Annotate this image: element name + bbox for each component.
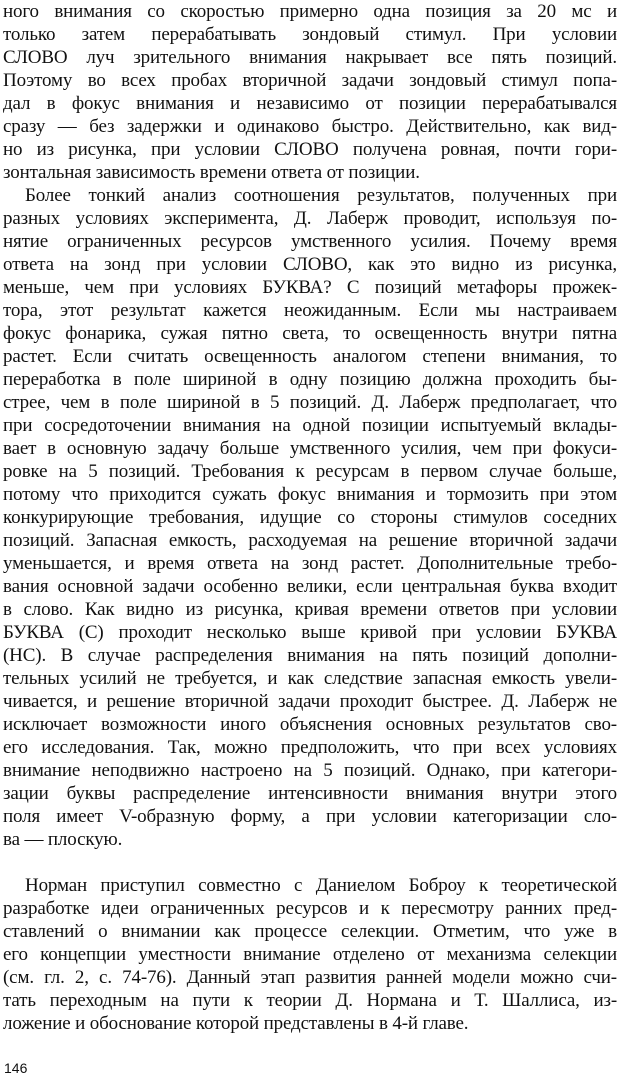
text-line: Более тонкий анализ соотношения результатов, полученных при xyxy=(25,185,617,206)
paragraph-1 xyxy=(3,0,617,184)
text-line: тора, этот результат кажется неожиданным. Если мы настраиваем xyxy=(3,300,617,321)
text-line: нятие ограниченных ресурсов умственного усилия. Почему время xyxy=(3,231,617,252)
text-line: тельных усилий не требуется, и как следствие запасная емкость увели- xyxy=(3,668,617,689)
text-line: но из рисунка, при условии СЛОВО получена ровная, почти гори- xyxy=(3,139,617,160)
text-line: вает в основную задачу больше умственного усилия, чем при фокуси- xyxy=(3,438,617,459)
text-line: его исследования. Так, можно предположить, что при всех условиях xyxy=(3,737,617,758)
text-line: в слово. Как видно из рисунка, кривая времени ответов при условии xyxy=(3,599,617,620)
paragraph-2 xyxy=(3,184,617,851)
text-line: ва — плоскую. xyxy=(3,829,123,850)
paragraph-3 xyxy=(3,874,617,1035)
text-line: (см. гл. 2, с. 74-76). Данный этап развития ранней модели можно счи- xyxy=(3,967,617,988)
text-line: (НС). В случае распределения внимания на пять позиций дополни- xyxy=(3,645,617,666)
text-line: сразу — без задержки и одинаково быстро. Действительно, как вид- xyxy=(3,116,617,137)
text-line: Норман приступил совместно с Даниелом Боброу к теоретической xyxy=(25,875,617,896)
text-line: внимание неподвижно настроено на 5 позиций. Однако, при категори- xyxy=(3,760,617,781)
text-line: ровке на 5 позиций. Требования к ресурсам в первом случае больше, xyxy=(3,461,617,482)
text-line: дал в фокус внимания и независимо от позиции перерабатывался xyxy=(3,93,617,114)
text-line: стрее, чем в поле шириной в 5 позиций. Д. Лаберж предполагает, что xyxy=(3,392,617,413)
text-line: ответа на зонд при условии СЛОВО, как это видно из рисунка, xyxy=(3,254,617,275)
text-line: разных условиях эксперимента, Д. Лаберж проводит, используя по- xyxy=(3,208,617,229)
text-line: БУКВА (С) проходит несколько выше кривой при условии БУКВА xyxy=(3,622,617,643)
text-line: зации буквы распределение интенсивности внимания внутри этого xyxy=(3,783,617,804)
text-line: зонтальная зависимость времени ответа от позиции. xyxy=(3,162,420,183)
text-line: ставлений о внимании как процессе селекции. Отметим, что уже в xyxy=(3,921,617,942)
text-line: вания основной задачи особенно велики, если центральная буква входит xyxy=(3,576,617,597)
text-line: ного внимания со скоростью примерно одна позиция за 20 мс и xyxy=(3,1,617,22)
text-line: позиций. Запасная емкость, расходуемая на решение вторичной задачи xyxy=(3,530,617,551)
text-line: поля имеет V-образную форму, а при условии категоризации сло- xyxy=(3,806,617,827)
text-line: растет. Если считать освещенность аналогом степени внимания, то xyxy=(3,346,617,367)
text-line: только затем перерабатывать зондовый стимул. При условии xyxy=(3,24,617,45)
text-line: потому что приходится сужать фокус внимания и тормозить при этом xyxy=(3,484,617,505)
text-line: разработке идеи ограниченных ресурсов и к пересмотру ранних пред- xyxy=(3,898,617,919)
text-line: исключает возможности иного объяснения основных результатов сво- xyxy=(3,714,617,735)
page-number: 146 xyxy=(4,1060,28,1076)
text-line: его концепции уместности внимание отделено от механизма селекции xyxy=(3,944,617,965)
text-line: тать переходным на пути к теории Д. Нормана и Т. Шаллиса, из- xyxy=(3,990,617,1011)
text-line: ложение и обоснование которой представлены в 4-й главе. xyxy=(3,1013,469,1034)
text-line: меньше, чем при условиях БУКВА? С позиций метафоры прожек- xyxy=(3,277,617,298)
text-line: чивается, и решение вторичной задачи проходит быстрее. Д. Лаберж не xyxy=(3,691,617,712)
text-line: СЛОВО луч зрительного внимания накрывает все пять позиций. xyxy=(3,47,617,68)
text-line: переработка в поле шириной в одну позицию должна проходить бы- xyxy=(3,369,617,390)
text-line: Поэтому во всех пробах вторичной задачи зондовый стимул попа- xyxy=(3,70,617,91)
text-line: фокус фонарика, сужая пятно света, то освещенность внутри пятна xyxy=(3,323,617,344)
text-line: конкурирующие требования, идущие со стороны стимулов соседних xyxy=(3,507,617,528)
text-line: при сосредоточении внимания на одной позиции испытуемый вклады- xyxy=(3,415,617,436)
text-line: уменьшается, и время ответа на зонд растет. Дополнительные требо- xyxy=(3,553,617,574)
